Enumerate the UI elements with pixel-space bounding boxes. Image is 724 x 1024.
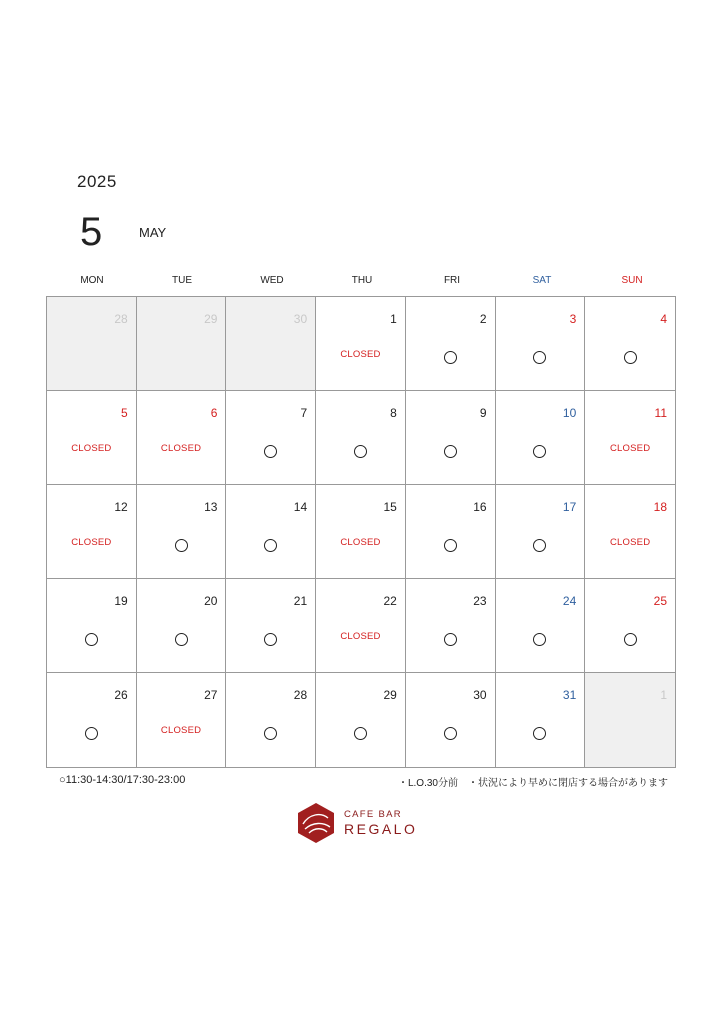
- day-number: 5: [121, 406, 128, 420]
- weekday-wed: WED: [260, 275, 284, 286]
- day-cell: [316, 391, 406, 485]
- day-cell: [406, 579, 496, 673]
- day-number: 29: [383, 688, 397, 702]
- closed-label: CLOSED: [610, 443, 651, 454]
- closed-label: CLOSED: [340, 537, 381, 548]
- open-circle-icon: [496, 633, 585, 647]
- open-circle-icon: [496, 351, 585, 365]
- day-cell: [585, 297, 675, 391]
- weekday-tue: TUE: [172, 275, 192, 286]
- day-number: 26: [114, 688, 128, 702]
- day-number: 28: [293, 688, 308, 702]
- business-hours: ○11:30-14:30/17:30-23:00: [59, 774, 186, 786]
- day-cell: [406, 391, 496, 485]
- open-circle-icon: [406, 633, 495, 647]
- calendar-grid: [46, 296, 676, 768]
- day-cell: [226, 673, 316, 767]
- open-circle-icon: [226, 445, 315, 459]
- closed-label: CLOSED: [610, 537, 651, 548]
- day-number: 19: [114, 594, 128, 608]
- weekday-sat: SAT: [532, 275, 552, 286]
- day-number: 21: [293, 594, 308, 608]
- day-cell: [316, 297, 406, 391]
- open-circle-icon: [316, 727, 405, 741]
- day-number: 9: [479, 406, 487, 420]
- weekday-thu: THU: [351, 275, 373, 286]
- day-cell: [585, 391, 675, 485]
- day-number: 10: [562, 406, 577, 420]
- day-cell: [406, 485, 496, 579]
- day-cell: [316, 485, 406, 579]
- brand-logo: [297, 800, 427, 844]
- open-circle-icon: [585, 351, 675, 365]
- day-number: 25: [653, 594, 667, 608]
- day-cell: [316, 579, 406, 673]
- open-circle-icon: [137, 539, 226, 553]
- day-cell: [47, 673, 137, 767]
- open-circle-icon: [585, 633, 675, 647]
- day-cell: [496, 297, 586, 391]
- day-cell: [47, 579, 137, 673]
- day-cell: [137, 673, 227, 767]
- day-cell: [316, 673, 406, 767]
- day-number: 1: [660, 688, 667, 702]
- open-circle-icon: [47, 633, 136, 647]
- open-circle-icon: [406, 539, 495, 553]
- day-cell: [585, 485, 675, 579]
- closed-label: CLOSED: [160, 443, 202, 454]
- day-number: 14: [293, 500, 308, 514]
- day-cell: [496, 391, 586, 485]
- day-number: 20: [204, 594, 218, 608]
- day-number: 29: [204, 312, 218, 326]
- logo-hexagon-icon: [297, 802, 335, 844]
- open-circle-icon: [226, 539, 315, 553]
- weekday-header: [47, 275, 677, 286]
- month-number: 5: [80, 210, 103, 254]
- day-cell: [496, 485, 586, 579]
- day-number: 27: [204, 688, 218, 702]
- day-number: 6: [210, 406, 218, 420]
- day-cell: [406, 297, 496, 391]
- month-name: MAY: [139, 225, 167, 240]
- day-cell: [47, 297, 137, 391]
- day-number: 17: [562, 500, 577, 514]
- day-cell: [137, 485, 227, 579]
- day-number: 11: [654, 406, 667, 420]
- day-cell: [137, 297, 227, 391]
- open-circle-icon: [137, 633, 226, 647]
- day-cell: [226, 485, 316, 579]
- day-cell: [226, 391, 316, 485]
- day-number: 24: [562, 594, 577, 608]
- day-cell: [406, 673, 496, 767]
- day-cell: [496, 579, 586, 673]
- open-circle-icon: [226, 727, 315, 741]
- open-circle-icon: [406, 727, 495, 741]
- weekday-fri: FRI: [443, 275, 461, 286]
- day-cell: [47, 391, 137, 485]
- day-number: 3: [569, 312, 577, 326]
- day-number: 22: [383, 594, 397, 608]
- day-number: 31: [562, 688, 577, 702]
- day-cell: [226, 297, 316, 391]
- day-number: 16: [473, 500, 487, 514]
- day-number: 12: [114, 500, 128, 514]
- open-circle-icon: [226, 633, 315, 647]
- day-number: 30: [293, 312, 308, 326]
- day-cell: [585, 673, 675, 767]
- open-circle-icon: [496, 445, 585, 459]
- day-number: 8: [390, 406, 397, 420]
- day-number: 30: [473, 688, 487, 702]
- day-number: 15: [383, 500, 397, 514]
- day-number: 28: [114, 312, 128, 326]
- day-cell: [496, 673, 586, 767]
- closed-label: CLOSED: [160, 725, 202, 736]
- open-circle-icon: [496, 539, 585, 553]
- open-circle-icon: [406, 445, 495, 459]
- closed-label: CLOSED: [71, 537, 112, 548]
- weekday-mon: MON: [80, 275, 104, 286]
- open-circle-icon: [316, 445, 405, 459]
- day-cell: [47, 485, 137, 579]
- day-cell: [585, 579, 675, 673]
- day-number: 13: [204, 500, 218, 514]
- day-number: 4: [660, 312, 667, 326]
- day-number: 2: [479, 312, 487, 326]
- weekday-sun: SUN: [621, 275, 643, 286]
- open-circle-icon: [47, 727, 136, 741]
- closed-label: CLOSED: [340, 349, 381, 360]
- day-cell: [137, 391, 227, 485]
- day-number: 18: [653, 500, 667, 514]
- closed-label: CLOSED: [340, 631, 381, 642]
- day-number: 1: [390, 312, 397, 326]
- year: 2025: [77, 172, 117, 191]
- day-cell: [226, 579, 316, 673]
- day-cell: [137, 579, 227, 673]
- day-number: 7: [300, 406, 308, 420]
- closed-label: CLOSED: [71, 443, 112, 454]
- open-circle-icon: [496, 727, 585, 741]
- open-circle-icon: [406, 351, 495, 365]
- brand-name: REGALO: [344, 821, 418, 837]
- brand-subtitle: CAFE BAR: [344, 809, 402, 820]
- notes: ・L.O.30分前 ・状況により早めに閉店する場合があります: [397, 778, 668, 789]
- day-number: 23: [473, 594, 487, 608]
